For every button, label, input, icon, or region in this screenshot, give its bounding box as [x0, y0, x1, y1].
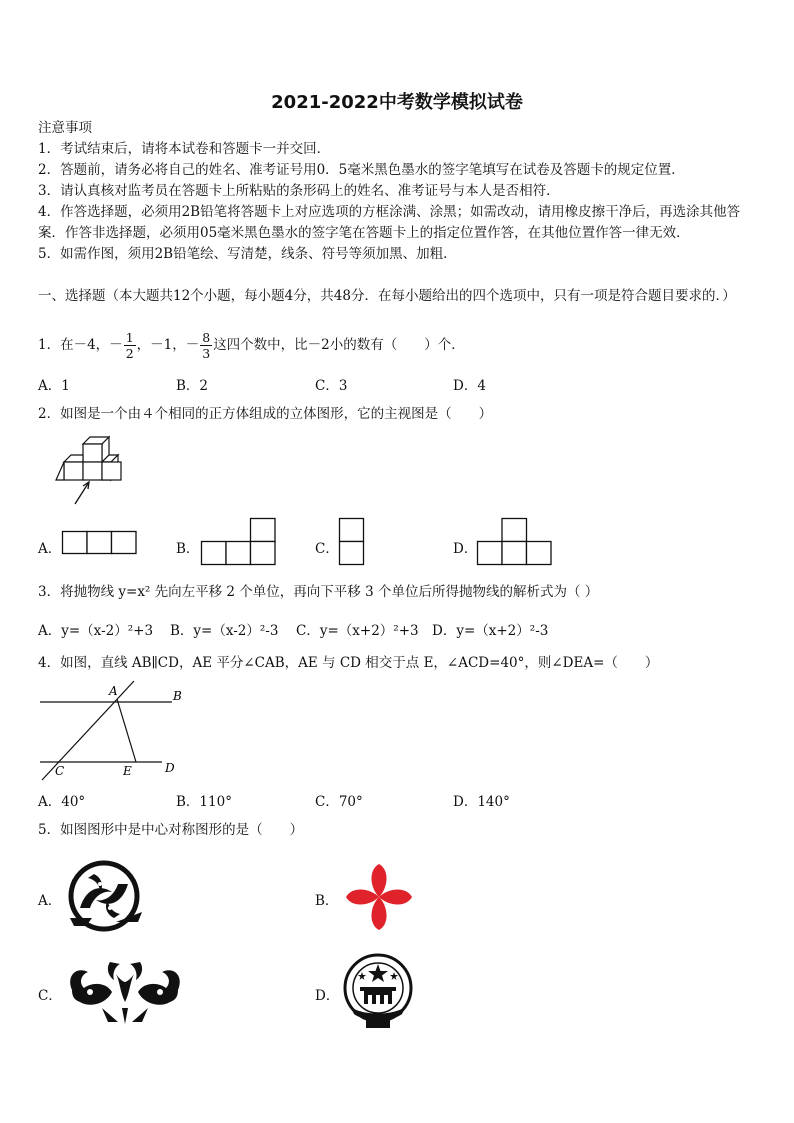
q4-option-c: C．70° — [315, 794, 363, 810]
q4-label-e: E — [123, 764, 132, 778]
question-5: 5．如图图形中是中心对称图形的是（ ） — [38, 822, 304, 838]
q2-option-a-figure — [62, 531, 138, 555]
q2-option-c-figure — [339, 518, 365, 566]
q1-fraction-2-numerator: 8 — [202, 330, 211, 345]
question-2: 2．如图是一个由４个相同的正方体组成的立体图形，它的主视图是（ ） — [38, 406, 493, 422]
q5-option-b-flower-image — [340, 858, 418, 936]
q1-fraction-1-numerator: 1 — [125, 330, 134, 345]
q4-option-d: D．140° — [453, 794, 510, 810]
q1-option-b: B．2 — [176, 378, 209, 394]
q1-option-a: A．1 — [38, 378, 70, 394]
question-4: 4．如图，直线 AB∥CD，AE 平分∠CAB，AE 与 CD 相交于点 E，∠ACD=40°，则∠DEA=（ ） — [38, 655, 659, 671]
note-item-2: 2．答题前，请务必将自己的姓名、准考证号用0．5毫米黑色墨水的签字笔填写在试卷及答题卡的规定位置． — [38, 162, 685, 178]
q3-option-d: D．y=（x+2）²-3 — [432, 623, 549, 639]
q3-option-a: A．y=（x-2）²+3 — [38, 623, 154, 639]
q4-label-b: B — [173, 689, 182, 703]
q5-option-d: D． — [315, 988, 340, 1004]
q5-option-a-emblem-image — [64, 856, 144, 936]
q5-option-c-papercut-image — [62, 952, 188, 1026]
q5-option-d-emblem-image — [340, 950, 416, 1032]
question-1 — [38, 328, 465, 362]
note-item-4: 4．作答选择题，必须用2B铅笔将答题卡上对应选项的方框涂满、涂黑；如需改动，请用橡皮擦干净后，再选涂其他答案．作答非选择题，必须用05毫米黑色墨水的签字笔在答题卡上的指定位置作答，在其他位置作答一律无效． — [38, 204, 741, 241]
q2-option-b-figure — [201, 518, 277, 566]
q5-option-b: B． — [315, 893, 339, 909]
q5-option-c: C． — [38, 988, 62, 1004]
q2-option-d: D． — [453, 541, 478, 557]
q2-option-d-figure — [477, 518, 553, 566]
note-item-3: 3．请认真核对监考员在答题卡上所粘贴的条形码上的姓名、准考证号与本人是否相符． — [38, 183, 560, 199]
section-heading: 一、选择题（本大题共12个小题，每小题4分，共48分．在每小题给出的四个选项中，只有一项是符合题目要求的．） — [38, 288, 736, 304]
q4-label-d: D — [165, 761, 175, 775]
q1-fraction-2 — [200, 330, 212, 361]
q1-fraction-2-denominator: 3 — [202, 346, 211, 361]
note-item-1: 1．考试结束后，请将本试卷和答题卡一并交回． — [38, 141, 331, 157]
q4-option-b: B．110° — [176, 794, 232, 810]
q1-option-d: D．4 — [453, 378, 486, 394]
q3-option-c: C．y=（x+2）²+3 — [296, 623, 419, 639]
q4-geometry-figure — [38, 680, 188, 782]
q1-prefix: 1．在 — [38, 337, 74, 353]
q1-suffix: 这四个数中，比－2小的数有（ ）个． — [213, 337, 465, 353]
q1-number-2: ，－1，－ — [136, 337, 200, 353]
q1-fraction-1-denominator: 2 — [125, 346, 134, 361]
q2-option-c: C． — [315, 541, 339, 557]
q3-option-b: B．y=（x-2）²-3 — [170, 623, 279, 639]
question-3: 3．将抛物线 y=x² 先向左平移 2 个单位，再向下平移 3 个单位后所得抛物线的解析式为（ ） — [38, 584, 599, 600]
q1-fraction-1 — [124, 330, 136, 361]
page-title: 2021-2022中考数学模拟试卷 — [271, 92, 523, 113]
q4-label-a: A — [109, 684, 118, 698]
q4-option-a: A．40° — [38, 794, 86, 810]
q1-option-c: C．3 — [315, 378, 348, 394]
q2-cube-figure — [55, 434, 125, 508]
note-item-5: 5．如需作图，须用2B铅笔绘、写清楚，线条、符号等须加黑、加粗． — [38, 246, 457, 262]
q5-option-a: A． — [38, 893, 62, 909]
q1-number-1: －4，－ — [73, 337, 123, 353]
notes-heading: 注意事项 — [38, 120, 92, 136]
q4-label-c: C — [55, 764, 65, 778]
q2-option-a: A． — [38, 541, 62, 557]
q2-option-b: B． — [176, 541, 200, 557]
